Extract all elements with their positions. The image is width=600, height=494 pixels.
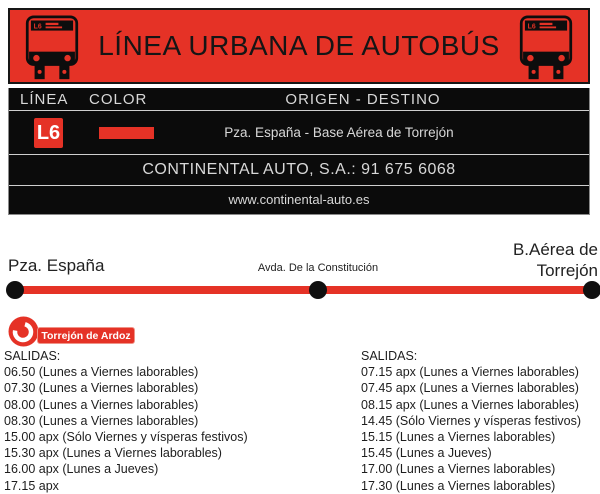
municipality-name: Torrejón de Ardoz — [37, 327, 135, 344]
operator-phone: CONTINENTAL AUTO, S.A.: 91 675 6068 — [9, 155, 589, 186]
table-header-row — [9, 88, 589, 111]
website-url: www.continental-auto.es — [228, 191, 370, 207]
table-row — [9, 111, 589, 155]
bus-front-icon — [23, 15, 81, 81]
schedule-time: 15.45 (Lunes a Jueves) — [361, 446, 492, 461]
stop-label-destination: B.Aérea de Torrejón — [512, 240, 598, 280]
line-info-table — [8, 88, 590, 215]
schedule-time: 06.50 (Lunes a Viernes laborables) — [4, 365, 199, 380]
header-linea: LÍNEA — [20, 90, 69, 108]
schedule-times — [4, 364, 344, 494]
torrejon-swoosh-icon — [8, 316, 39, 347]
stop-dot — [583, 281, 600, 299]
schedule-time: 15.00 apx (Sólo Viernes y vísperas festivos) — [4, 430, 248, 445]
schedule-time: 08.00 (Lunes a Viernes laborables) — [4, 397, 199, 412]
stop-dot — [6, 281, 24, 299]
schedule-title: SALIDAS: — [361, 349, 418, 363]
bus-sign-text: L6 — [33, 23, 42, 31]
schedule-outbound — [4, 348, 344, 494]
bus-front-icon — [517, 15, 575, 81]
line-badge: L6 — [34, 118, 63, 148]
schedule-return — [361, 348, 600, 494]
header-origen-destino: ORIGEN - DESTINO — [285, 90, 441, 108]
schedule-time: 14.45 (Sólo Viernes y vísperas festivos) — [361, 413, 582, 428]
schedule-times — [361, 364, 600, 494]
schedule-time: 16.00 apx (Lunes a Jueves) — [4, 462, 159, 477]
schedule-time: 07.30 (Lunes a Viernes laborables) — [4, 381, 199, 396]
page-title: LÍNEA URBANA DE AUTOBÚS — [98, 30, 500, 61]
stop-label-origin: Pza. España — [8, 256, 105, 275]
stop-label-middle: Avda. De la Constitución — [257, 262, 379, 274]
schedule-time: 17.30 (Lunes a Viernes laborables) — [361, 478, 556, 493]
schedule-time: 17.00 (Lunes a Viernes laborables) — [361, 462, 556, 477]
schedule-time: 15.15 (Lunes a Viernes laborables) — [361, 430, 556, 445]
stop-dot — [309, 281, 327, 299]
schedule-time: 15.30 apx (Lunes a Viernes laborables) — [4, 446, 222, 461]
schedule-time: 07.45 apx (Lunes a Viernes laborables) — [361, 381, 579, 396]
banner — [8, 8, 590, 84]
origin-destination-value: Pza. España - Base Aérea de Torrejón — [224, 125, 454, 140]
schedule-time: 07.15 apx (Lunes a Viernes laborables) — [361, 365, 579, 380]
schedule-title: SALIDAS: — [4, 349, 61, 363]
bus-sign-text: L6 — [527, 23, 536, 31]
schedule-time: 17.15 apx — [4, 478, 59, 493]
header-color: COLOR — [89, 90, 148, 108]
route-line — [12, 286, 592, 294]
schedule-time: 08.30 (Lunes a Viernes laborables) — [4, 413, 199, 428]
schedule-time: 08.15 apx (Lunes a Viernes laborables) — [361, 397, 579, 412]
